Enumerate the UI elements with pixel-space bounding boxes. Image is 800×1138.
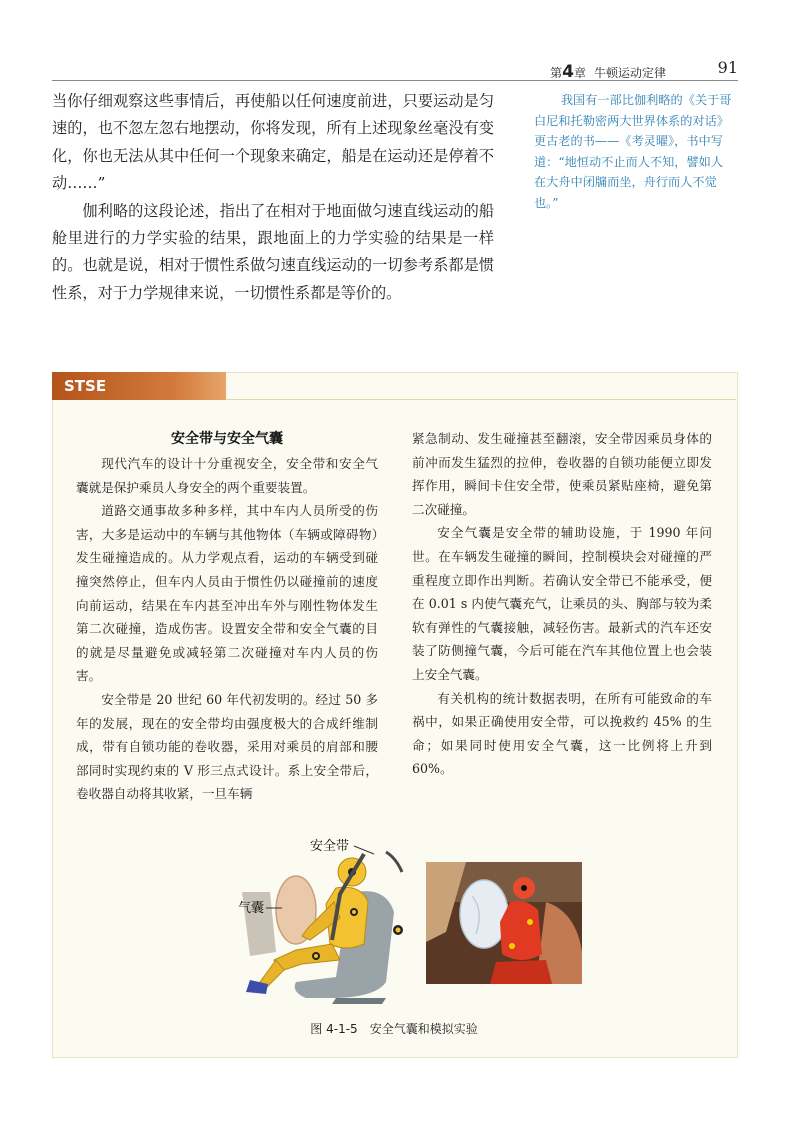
figure-number: 图 4-1-5 <box>310 1022 358 1036</box>
main-paragraph-1: 当你仔细观察这些事情后，再使船以任何速度前进，只要运动是匀速的，也不忽左忽右地摆动，你将发现，所有上述现象丝毫没有变化，你也无法从其中任何一个现象来确定，船是在运动还是停着不动……” <box>52 92 494 193</box>
chapter-number: 4 <box>562 62 574 82</box>
page-number: 91 <box>717 58 738 77</box>
stse-column-left <box>76 428 378 806</box>
main-text <box>52 88 494 307</box>
stse-paragraph: 现代汽车的设计十分重视安全，安全带和安全气囊就是保护乘员人身安全的两个重要装置。 <box>76 456 378 495</box>
stse-paragraph: 有关机构的统计数据表明，在所有可能致命的车祸中，如果正确使用安全带，可以挽救约 45% 的生命；如果同时使用安全气囊，这一比例将上升到 60%。 <box>412 690 712 777</box>
main-paragraph-2: 伽利略的这段论述，指出了在相对于地面做匀速直线运动的船舱里进行的力学实验的结果，跟地面上的力学实验的结果是一样的。也就是说，相对于惯性系做匀速直线运动的一切参考系都是惯性系，对于力学规律来说，一切惯性系都是等价的。 <box>52 201 494 302</box>
article-title: 安全带与安全气囊 <box>171 431 283 447</box>
chapter-prefix: 第 <box>550 66 563 80</box>
label-seatbelt: 安全带 <box>310 839 350 854</box>
dummy-illustration <box>236 832 414 1006</box>
figure-caption <box>52 1020 736 1037</box>
stse-paragraph: 安全带是 20 世纪 60 年代初发明的。经过 50 多年的发展，现在的安全带均由强度极大的合成纤维制成，带有自锁功能的卷收器，采用对乘员的肩部和腰部同时实现约束的 V 形三点式设计。系上安全带后，卷收器自动将其收紧，一旦车辆 <box>76 691 378 802</box>
chapter-suffix: 章 <box>573 66 586 80</box>
chapter-title: 牛顿运动定律 <box>593 66 666 80</box>
stse-paragraph: 紧急制动、发生碰撞甚至翻滚，安全带因乘员身体的前冲而发生猛烈的拉伸，卷收器的自锁功能便立即发挥作用，瞬间卡住安全带，使乘员紧贴座椅，避免第二次碰撞。 <box>412 431 712 517</box>
stse-tab: STSE <box>52 372 226 400</box>
side-note <box>534 90 734 213</box>
stse-paragraph: 安全气囊是安全带的辅助设施，于 1990 年问世。在车辆发生碰撞的瞬间，控制模块会对碰撞的严重程度立即作出判断。若确认安全带已不能承受，便在 0.01 s 内使气囊充气，让乘员的头、胸部与较为柔软有弹性的气囊接触，减轻伤害。最新式的汽车还安装了防侧撞气囊，今后可能在汽车其他位置上也会装上安全气囊。 <box>412 525 712 682</box>
figure-caption-text: 安全气囊和模拟实验 <box>369 1022 478 1036</box>
chapter-heading <box>550 62 666 82</box>
photo-airbag <box>460 880 508 948</box>
stse-paragraph: 道路交通事故多种多样，其中车内人员所受的伤害，大多是运动中的车辆与其他物体（车辆或障碍物）发生碰撞造成的。从力学观点看，运动的车辆受到碰撞突然停止，但车内人员由于惯性仍以碰撞前的速度向前运动，结果在车内甚至冲出车外与刚性物体发生第二次碰撞，造成伤害。设置安全带和安全气囊的目的就是尽量避免或减轻第二次碰撞对车内人员的伤害。 <box>76 503 378 684</box>
side-note-text: 我国有一部比伽利略的《关于哥白尼和托勒密两大世界体系的对话》更古老的书——《考灵曜》，书中写道：“地恒动不止而人不知，譬如人在大舟中闭牖而坐，舟行而人不觉也。” <box>534 93 732 210</box>
page-header <box>52 58 738 81</box>
crash-test-photo <box>426 862 582 984</box>
stse-column-right <box>412 427 712 781</box>
label-airbag: 气囊 <box>238 901 265 916</box>
